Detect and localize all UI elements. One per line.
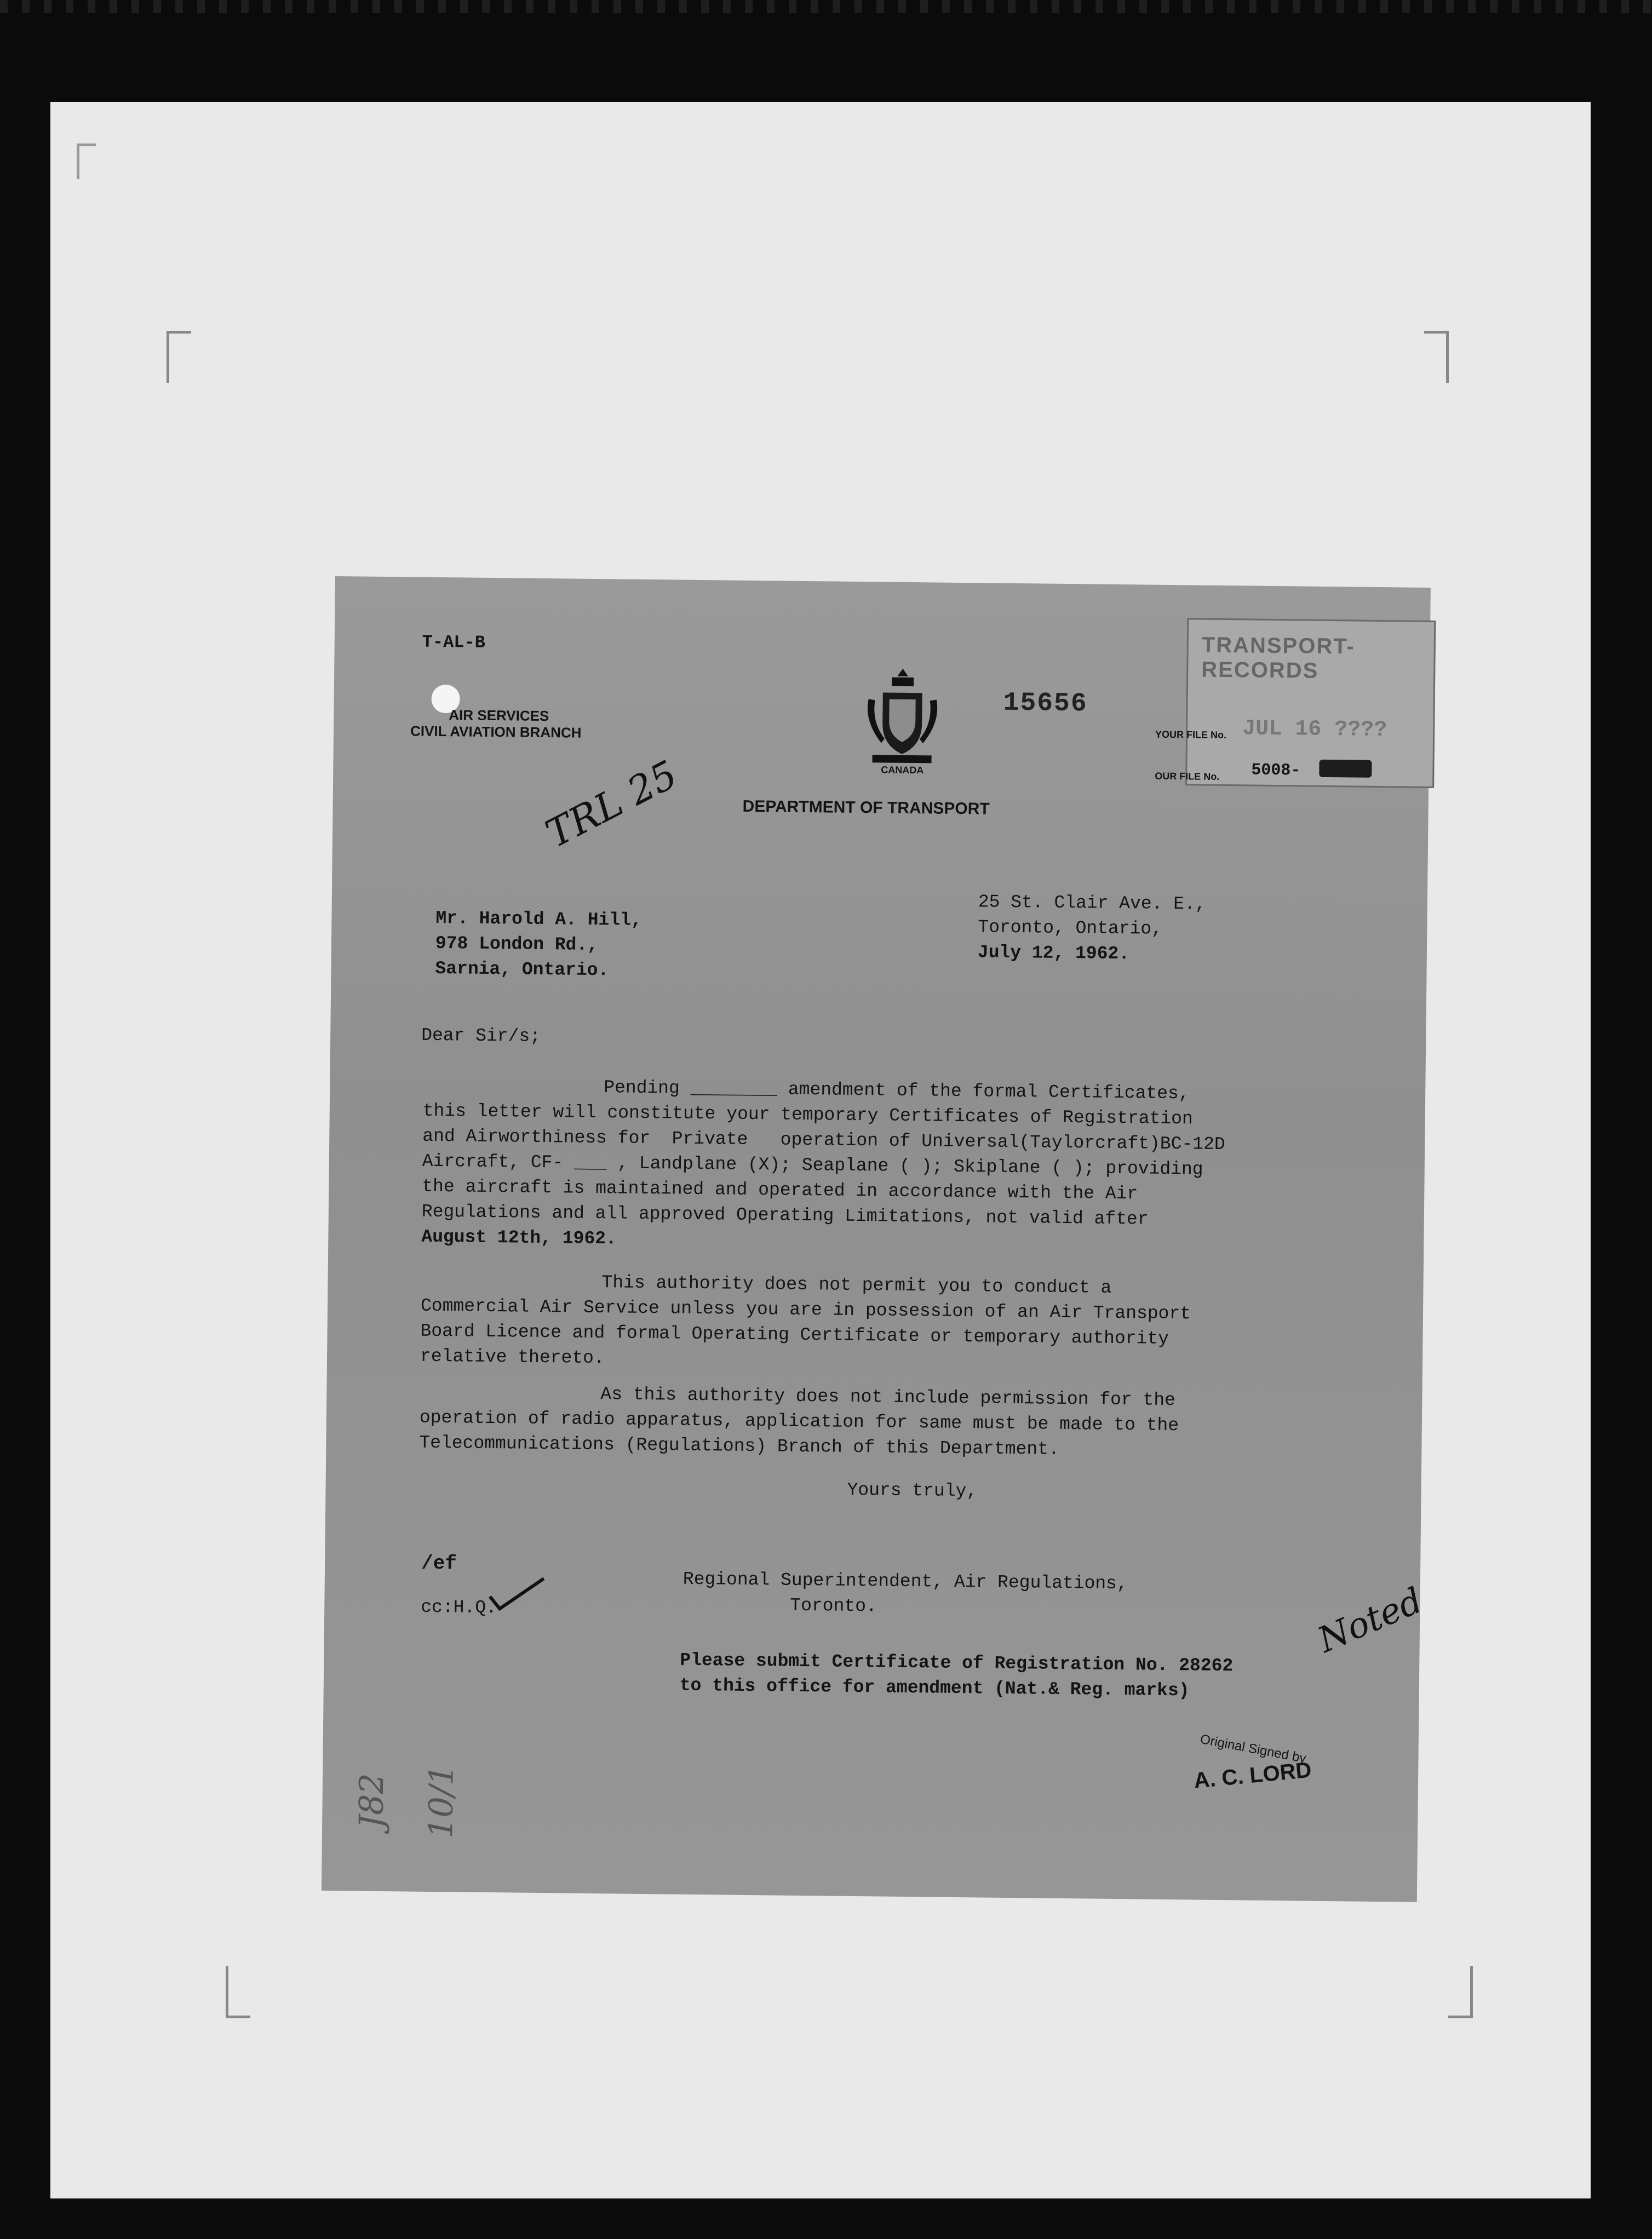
recipient-address-line: Mr. Harold A. Hill, bbox=[435, 908, 642, 931]
recipient-address bbox=[435, 906, 642, 984]
header-scribble: TRL 25 bbox=[538, 751, 685, 857]
received-stamp bbox=[1185, 618, 1436, 788]
paragraph-3 bbox=[419, 1380, 1179, 1464]
serial-number: 15656 bbox=[1003, 688, 1088, 719]
paragraph-line: Telecommunications (Regulations) Branch of this Department. bbox=[419, 1432, 1059, 1460]
our-file-number: 5008- bbox=[1251, 761, 1301, 780]
department-name: DEPARTMENT OF TRANSPORT bbox=[742, 797, 990, 818]
postscript-line: Please submit Certificate of Registration No. 28262 bbox=[680, 1650, 1234, 1677]
paragraph-2 bbox=[420, 1268, 1191, 1377]
sender-address bbox=[978, 889, 1206, 967]
paragraph-line: operation of radio apparatus, application for same must be made to the bbox=[419, 1407, 1179, 1436]
paragraph-line: Board Licence and formal Operating Certificate or temporary authority bbox=[420, 1321, 1169, 1350]
paragraph-line: relative thereto. bbox=[420, 1346, 605, 1369]
received-stamp-title: TRANSPORT-RECORDS bbox=[1201, 633, 1355, 683]
recipient-address-line: Sarnia, Ontario. bbox=[435, 958, 609, 981]
crop-mark-top-right bbox=[1424, 331, 1449, 383]
side-note-1: J82 bbox=[352, 1773, 392, 1829]
cc-line: cc:H.Q. bbox=[421, 1597, 497, 1618]
our-file-redaction bbox=[1319, 760, 1372, 778]
paragraph-line: Regulations and all approved Operating Limitations, not valid after bbox=[421, 1201, 1149, 1230]
sender-address-line: 25 St. Clair Ave. E., bbox=[978, 892, 1206, 915]
signature-title-line-1: Regional Superintendent, Air Regulations, bbox=[682, 1569, 1128, 1594]
paragraph-line: As this authority does not include permission for the bbox=[600, 1384, 1176, 1411]
paragraph-line: and Airworthiness for Private operation of Universal(Taylorcraft)BC-12D bbox=[422, 1126, 1225, 1155]
crop-mark-outer bbox=[77, 143, 96, 179]
paragraph-line: this letter will constitute your temporary Certificates of Registration bbox=[422, 1100, 1193, 1129]
salutation: Dear Sir/s; bbox=[421, 1025, 541, 1047]
paragraph-line: Pending ________ amendment of the formal Certificates, bbox=[604, 1077, 1190, 1104]
paragraph-line: the aircraft is maintained and operated in accordance with the Air bbox=[422, 1176, 1138, 1204]
signature-title-line-2: Toronto. bbox=[790, 1595, 877, 1617]
country-label: CANADA bbox=[881, 764, 924, 776]
your-file-label: YOUR FILE No. bbox=[1155, 728, 1227, 741]
letter-page bbox=[322, 576, 1431, 1902]
signed-stamp-line-2: A. C. LORD bbox=[1192, 1758, 1313, 1793]
paragraph-line: August 12th, 1962. bbox=[421, 1226, 617, 1249]
letter-date: July 12, 1962. bbox=[977, 942, 1130, 965]
paragraph-line: Commercial Air Service unless you are in possession of an Air Transport bbox=[420, 1295, 1191, 1324]
crop-mark-top-left bbox=[167, 331, 191, 383]
coat-of-arms-icon bbox=[858, 664, 947, 774]
form-code: T-AL-B bbox=[422, 631, 486, 653]
crop-mark-bottom-left bbox=[226, 1966, 250, 2018]
paragraph-line: Aircraft, CF- ___ , Landplane (X); Seaplane ( ); Skiplane ( ); providing bbox=[422, 1151, 1203, 1180]
signed-stamp-line-1: Original Signed by bbox=[1198, 1731, 1307, 1766]
margin-handwriting: Noted bbox=[1312, 1580, 1429, 1661]
checkmark-icon bbox=[486, 1575, 547, 1614]
branch-line-2: CIVIL AVIATION BRANCH bbox=[410, 722, 582, 741]
recipient-address-line: 978 London Rd., bbox=[435, 933, 599, 956]
closing: Yours truly, bbox=[847, 1479, 978, 1502]
crop-mark-bottom-right bbox=[1448, 1966, 1473, 2018]
film-edge bbox=[0, 0, 1652, 13]
postscript-line: to this office for amendment (Nat.& Reg. marks) bbox=[679, 1675, 1190, 1701]
sender-address-line: Toronto, Ontario, bbox=[978, 917, 1163, 939]
paragraph-1 bbox=[421, 1073, 1226, 1258]
branch-line-1: AIR SERVICES bbox=[449, 707, 549, 725]
our-file-label: OUR FILE No. bbox=[1155, 770, 1220, 782]
postscript bbox=[680, 1648, 1234, 1704]
typist-initials: /ef bbox=[421, 1552, 457, 1575]
paragraph-line: This authority does not permit you to conduct a bbox=[601, 1272, 1112, 1298]
received-stamp-date: JUL 16 ???? bbox=[1242, 716, 1387, 743]
side-note-2: 10/1 bbox=[422, 1764, 461, 1839]
